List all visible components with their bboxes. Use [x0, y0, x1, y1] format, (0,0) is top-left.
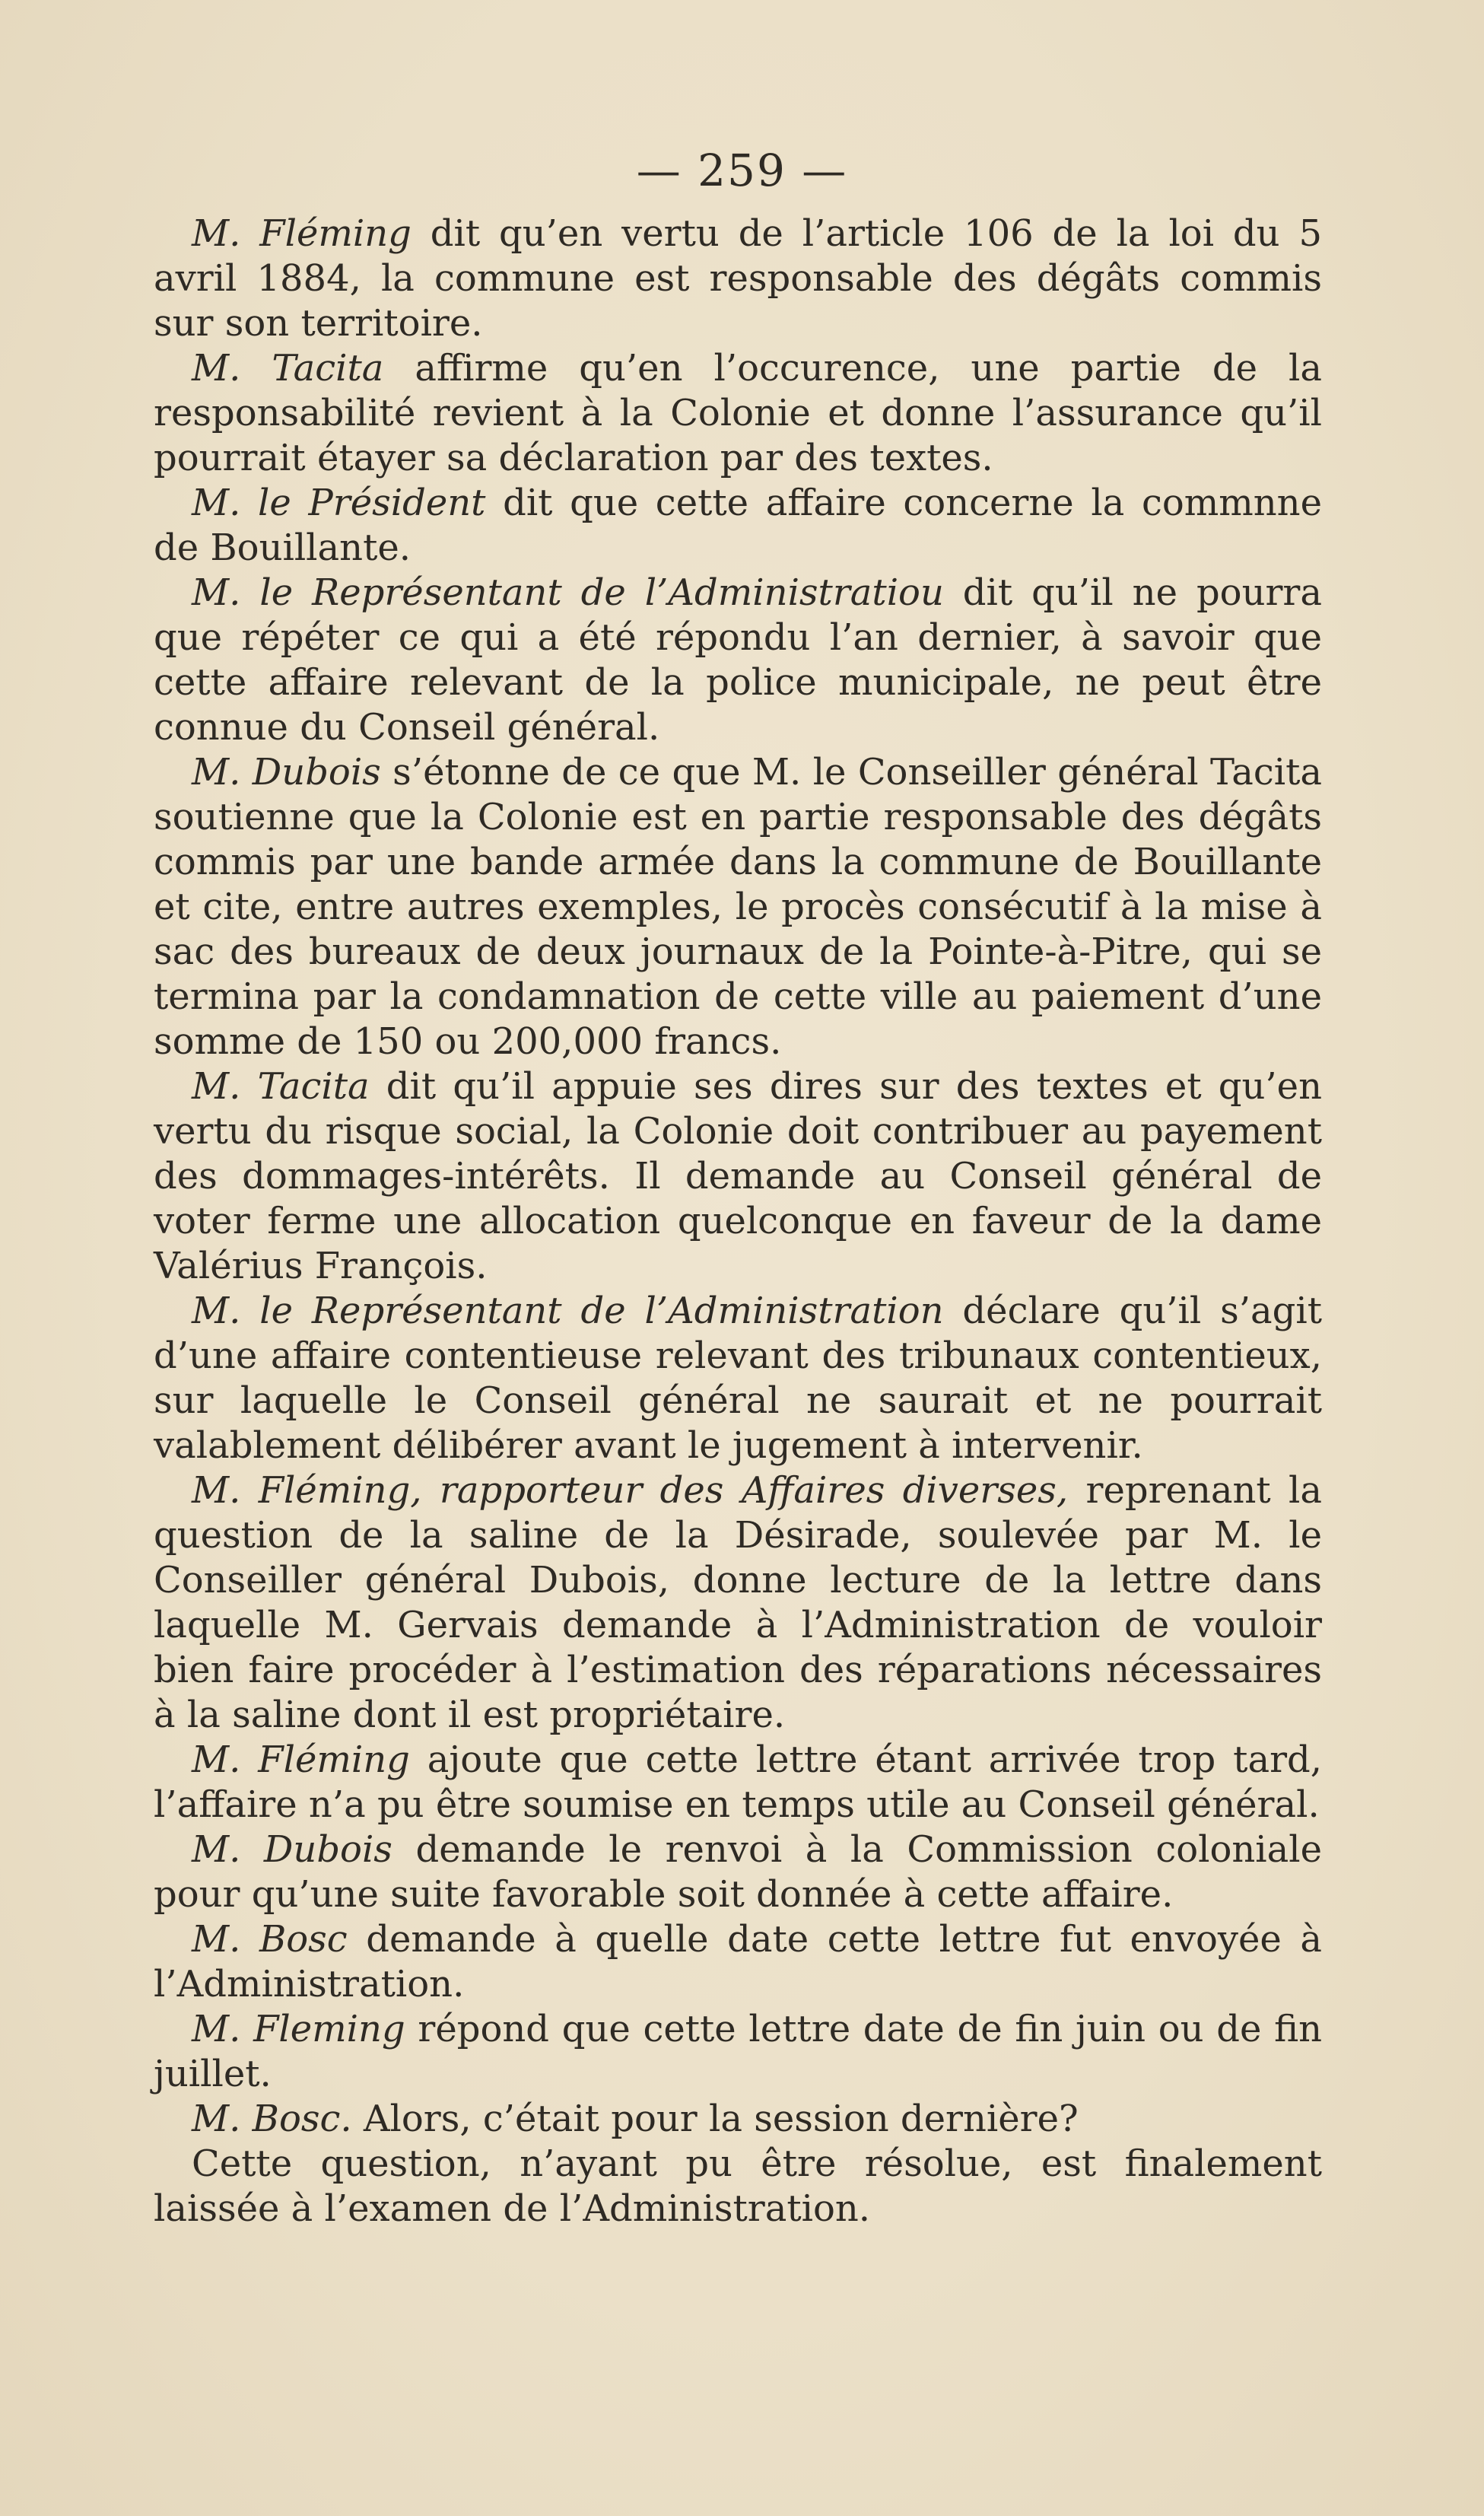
- speaker-name: M. Tacita: [192, 347, 384, 390]
- paragraph: [154, 1064, 1322, 1289]
- paragraph: [154, 2097, 1322, 2142]
- speaker-name: M. le Président: [192, 482, 486, 524]
- paragraph: [154, 1738, 1322, 1827]
- paragraph: [154, 481, 1322, 571]
- paragraph-text: affirme qu’en l’occurence, une partie de la responsabilité revient à la Colonie et donne l’assurance qu’il pourrait étayer sa déclaration par des textes.: [154, 347, 1322, 479]
- paragraph: [154, 1917, 1322, 2007]
- paragraph-text: ajoute que cette lettre étant arrivée trop tard, l’affaire n’a pu être soumise en temps utile au Conseil général.: [154, 1738, 1323, 1826]
- speaker-name: M. Fléming, rapporteur des Affaires diverses,: [192, 1469, 1069, 1512]
- page-number: — 259 —: [636, 145, 848, 196]
- paragraph: [154, 212, 1322, 346]
- speaker-name: M. Fléming: [192, 1738, 410, 1781]
- paragraph-text: déclare qu’il s’agit d’une affaire contentieuse relevant des tribunaux contentieux, sur laquelle le Conseil général ne saurait et ne pourrait valablement délibérer avant le jugement à intervenir.: [154, 1290, 1322, 1467]
- paragraph-text: Cette question, n’ayant pu être résolue, est finalement laissée à l’examen de l’Administration.: [154, 2142, 1322, 2230]
- paragraph: [154, 2007, 1322, 2097]
- speaker-name: M. le Représentant de l’Administration: [192, 1290, 944, 1332]
- paragraph-text: demande le renvoi à la Commission coloniale pour qu’une suite favorable soit donnée à cette affaire.: [154, 1828, 1322, 1916]
- paragraph: [154, 1289, 1322, 1468]
- paragraph: [154, 2142, 1322, 2231]
- paragraph-text: répond que cette lettre date de fin juin ou de fin juillet.: [154, 2008, 1323, 2095]
- paragraph-text: dit qu’en vertu de l’article 106 de la loi du 5 avril 1884, la commune est responsable des dégâts commis sur son territoire.: [154, 212, 1323, 345]
- paragraph-text: dit qu’il appuie ses dires sur des textes et qu’en vertu du risque social, la Colonie doit contribuer au payement des dommages-intérêts. Il demande au Conseil général de voter ferme une allocation quelconque en faveur de la dame Valérius François.: [154, 1065, 1322, 1287]
- paragraph-text: dit que cette affaire concerne la commnne de Bouillante.: [154, 482, 1322, 569]
- speaker-name: M. le Représentant de l’Administratiou: [192, 571, 944, 614]
- speaker-name: M. Dubois: [192, 1828, 392, 1871]
- paragraph: [154, 346, 1322, 481]
- speaker-name: M. Fléming: [192, 212, 412, 255]
- paragraph: [154, 571, 1322, 750]
- paragraph: [154, 1468, 1322, 1738]
- body-text: [154, 212, 1322, 2231]
- paragraph-text: dit qu’il ne pourra que répéter ce qui a été répondu l’an dernier, à savoir que cette affaire relevant de la police municipale, ne peut être connue du Conseil général.: [154, 571, 1322, 749]
- paragraph-text: reprenant la question de la saline de la Désirade, soulevée par M. le Conseiller général Dubois, donne lecture de la lettre dans laquelle M. Gervais demande à l’Administration de vouloir bien faire procéder à l’estimation des réparations nécessaires à la saline dont il est propriétaire.: [154, 1469, 1322, 1736]
- speaker-name: M. Fleming: [192, 2008, 405, 2050]
- speaker-name: M. Bosc.: [192, 2098, 352, 2140]
- paragraph-text: s’étonne de ce que M. le Conseiller général Tacita soutienne que la Colonie est en partie responsable des dégâts commis par une bande armée dans la commune de Bouillante et cite, entre autres exemples, le procès consécutif à la mise à sac des bureaux de deux journaux de la Pointe-à-Pitre, qui se termina par la condamnation de cette ville au paiement d’une somme de 150 ou 200,000 francs.: [154, 751, 1322, 1063]
- paragraph: [154, 1827, 1322, 1917]
- paragraph-text: Alors, c’était pour la session dernière?: [351, 2098, 1079, 2140]
- paragraph: [154, 750, 1322, 1064]
- speaker-name: M. Bosc: [192, 1918, 348, 1961]
- speaker-name: M. Tacita: [192, 1065, 370, 1108]
- paragraph-text: demande à quelle date cette lettre fut envoyée à l’Administration.: [154, 1918, 1322, 2005]
- speaker-name: M. Dubois: [192, 751, 381, 794]
